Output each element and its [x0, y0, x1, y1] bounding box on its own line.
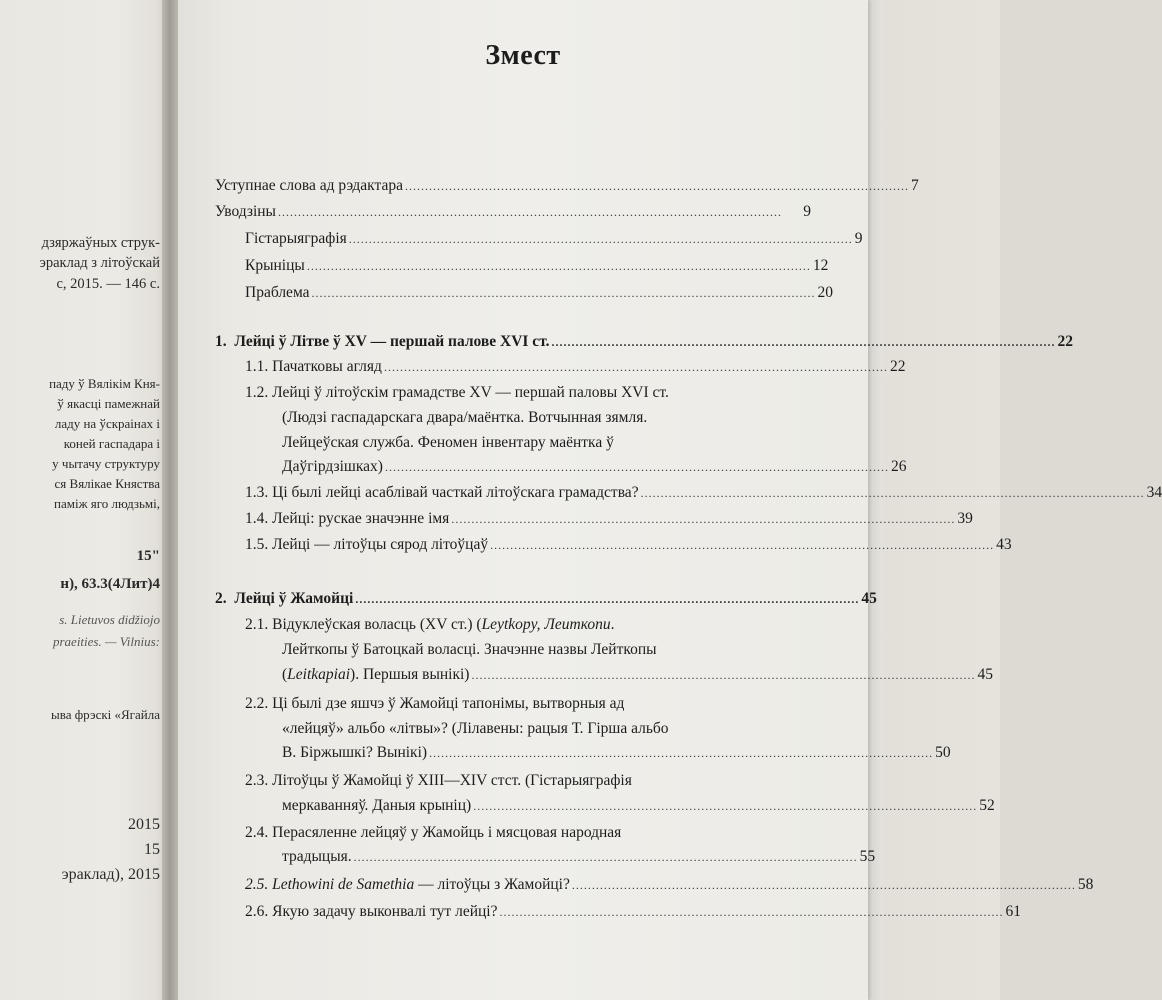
- dot-leader: ..............................................................................................................................: [429, 746, 934, 760]
- toc-entry-text: [282, 667, 469, 683]
- toc-entry: [245, 358, 906, 375]
- left-text-line: паду ў Вялікім Кня-: [49, 376, 160, 391]
- toc-entry-text: «лейцяў» альбо «літвы»? (Лілавены: рацыя Т. Гірша альбо: [282, 720, 669, 737]
- toc-entry-page: 52: [979, 797, 995, 814]
- toc-title: Змест: [485, 40, 561, 71]
- dot-leader: ..............................................................................................................................: [640, 486, 1145, 500]
- toc-entry-page: 7: [910, 177, 919, 194]
- toc-entry-text: 2.6. Якую задачу выконвалі тут лейці?: [245, 903, 498, 920]
- toc-entry-page: 58: [1077, 876, 1094, 893]
- dot-leader: ..............................................................................................................................: [384, 460, 889, 474]
- left-text-line: 15: [144, 841, 160, 858]
- toc-chapter-text: 2. Лейці ў Жамойці: [215, 590, 354, 607]
- left-text-line: ў якасці памежнай: [57, 396, 160, 411]
- toc-entry: [245, 230, 863, 247]
- toc-entry-text: 1.3. Ці былі лейці асаблівай часткай літоўскага грамадства?: [245, 484, 639, 501]
- dot-leader: ..............................................................................................................................: [353, 850, 858, 864]
- toc-entry: [282, 458, 907, 475]
- toc-entry-text: 1.5. Лейці — літоўцы сярод літоўцаў: [245, 536, 489, 553]
- toc-entry-page: 55: [859, 848, 876, 865]
- toc-chapter: [215, 590, 877, 607]
- left-page: [0, 0, 168, 1000]
- left-text-line: с, 2015. — 146 с.: [56, 276, 160, 292]
- toc-entry-text-part: (: [282, 666, 288, 683]
- toc-entry: [245, 903, 1021, 920]
- toc-entry-page: 22: [1057, 333, 1074, 350]
- dot-leader: ..............................................................................................................................: [348, 232, 853, 246]
- toc-entry: [245, 257, 829, 274]
- toc-entry: [245, 284, 834, 301]
- left-text-line: коней гаспадара і: [63, 436, 160, 451]
- dot-leader: ..............................................................................................................................: [311, 286, 816, 300]
- left-text-line: эраклад з літоўскай: [39, 255, 160, 271]
- right-page: [178, 0, 1162, 1000]
- toc-entry-page: 12: [812, 257, 829, 274]
- left-text-line: дзяржаўных струк-: [41, 235, 160, 251]
- toc-entry-text: 2.2. Ці былі дзе яшчэ ў Жамойці тапонімы, вытворныя ад: [245, 695, 625, 712]
- toc-chapter-text: 1. Лейці ў Літве ў XV — першай палове XVI ст.: [215, 333, 550, 350]
- toc-entry-text: Лейцеўская служба. Феномен інвентару маёнтка ў: [282, 434, 614, 451]
- toc-entry-text: Гістарыяграфія: [245, 230, 347, 247]
- toc-entry-text: 2.4. Перасяленне лейцяў у Жамойць і мясцовая народная: [245, 824, 622, 841]
- toc-entry-text: [245, 877, 570, 893]
- toc-entry-text-part: ). Першыя вынікі): [350, 666, 470, 683]
- toc-entry-text: Крыніцы: [245, 257, 305, 274]
- left-text-line: н), 63.3(4Лит)4: [60, 576, 160, 592]
- toc-entry-italic: Leytkopy, Леиткопи: [481, 616, 611, 633]
- toc-entry-text-part: .: [610, 616, 615, 633]
- dot-leader: ..............................................................................................................................: [551, 335, 1056, 349]
- toc-entry: [215, 204, 811, 220]
- toc-entry-italic: 2.5. Lethowini de Samethia: [245, 876, 415, 893]
- toc-entry: [282, 848, 876, 865]
- left-text-line: praeities. — Vilnius:: [52, 634, 160, 649]
- dot-leader: ..............................................................................................................................: [473, 799, 978, 813]
- dot-leader: ..............................................................................................................................: [355, 592, 860, 606]
- toc-entry: [245, 876, 1094, 893]
- toc-entry-text: Уступнае слова ад рэдактара: [215, 177, 403, 194]
- dot-leader: ..............................................................................................................................: [451, 512, 956, 526]
- toc-entry-page: 20: [817, 284, 834, 301]
- left-text-line: эраклад), 2015: [61, 866, 160, 883]
- toc-entry-page: 39: [957, 510, 973, 527]
- left-text-line: ыва фрэскі «Ягайла: [51, 707, 160, 722]
- left-text-line: паміж яго людзьмі,: [54, 496, 160, 511]
- left-text-line: 15": [136, 548, 160, 564]
- dot-leader: ..............................................................................................................................: [383, 360, 888, 374]
- toc-entry-page: 50: [935, 744, 951, 761]
- toc-entry: [282, 744, 951, 761]
- toc-entry-text: 1.1. Пачатковы агляд: [245, 358, 382, 375]
- dot-leader: ..............................................................................................................................: [499, 905, 1004, 919]
- left-text-line: ся Вялікае Княства: [54, 476, 160, 491]
- dot-leader: ..............................................................................................................................: [571, 878, 1076, 892]
- dot-leader: ..............................................................................................................................: [277, 205, 782, 219]
- left-text-line: s. Lietuvos didžiojo: [59, 612, 160, 627]
- left-text-line: 2015: [128, 816, 160, 833]
- toc-entry-text: [245, 617, 615, 633]
- toc-entry: [245, 484, 1162, 501]
- toc-entry: [282, 666, 993, 683]
- toc-entry-page: 34: [1146, 484, 1162, 501]
- toc-entry-text: Уводзіны: [215, 203, 276, 220]
- toc-entry-text: (Людзі гаспадарскага двара/маёнтка. Вотчынная зямля.: [282, 409, 648, 426]
- toc-entry-page: 22: [889, 358, 906, 375]
- toc-entry-text: традыцыя.: [282, 848, 352, 865]
- toc-entry-text: Праблема: [245, 284, 310, 301]
- toc-entry-text: 1.4. Лейці: рускае значэнне імя: [245, 510, 450, 527]
- toc-entry-text-part: 2.1. Відуклеўская воласць (XV ст.) (: [245, 616, 482, 633]
- dot-leader: ..............................................................................................................................: [404, 179, 909, 193]
- dot-leader: ..............................................................................................................................: [306, 259, 811, 273]
- toc-entry-text: 1.2. Лейці ў літоўскім грамадстве XV — першай паловы XVI ст.: [245, 384, 669, 401]
- toc-entry-text: 2.3. Літоўцы ў Жамойці ў XIII—XIV стст. (Гістарыяграфія: [245, 772, 632, 789]
- dot-leader: ..............................................................................................................................: [471, 668, 976, 682]
- toc-entry-page: 45: [861, 590, 877, 607]
- toc-entry-text-part: — літоўцы з Жамойці?: [414, 876, 570, 893]
- toc-chapter: [215, 333, 1074, 350]
- toc-entry: [282, 797, 995, 814]
- toc-entry: [245, 510, 973, 527]
- toc-entry-page: 61: [1005, 903, 1021, 920]
- toc-entry: [245, 536, 1012, 553]
- toc-entry-text: В. Біржышкі? Вынікі): [282, 744, 428, 761]
- toc-entry-page: 45: [977, 666, 993, 683]
- left-text-line: у чытачу структуру: [52, 456, 160, 471]
- toc-entry-page: 9: [803, 203, 811, 220]
- toc-entry-text: Даўгірдзішках): [282, 458, 383, 475]
- toc-entry-text: Лейткопы ў Батоцкай воласці. Значэнне назвы Лейткопы: [282, 641, 657, 658]
- toc-entry-italic: Leitkapiai: [287, 666, 351, 683]
- toc-entry-page: 9: [854, 230, 863, 247]
- toc-entry-text: меркаванняў. Даныя крыніц): [282, 797, 472, 814]
- toc-entry-page: 26: [890, 458, 907, 475]
- toc-entry: [215, 177, 919, 194]
- left-text-line: ладу на ўскраінах і: [54, 416, 160, 431]
- dot-leader: ..............................................................................................................................: [490, 538, 995, 552]
- toc-entry-page: 43: [996, 536, 1012, 553]
